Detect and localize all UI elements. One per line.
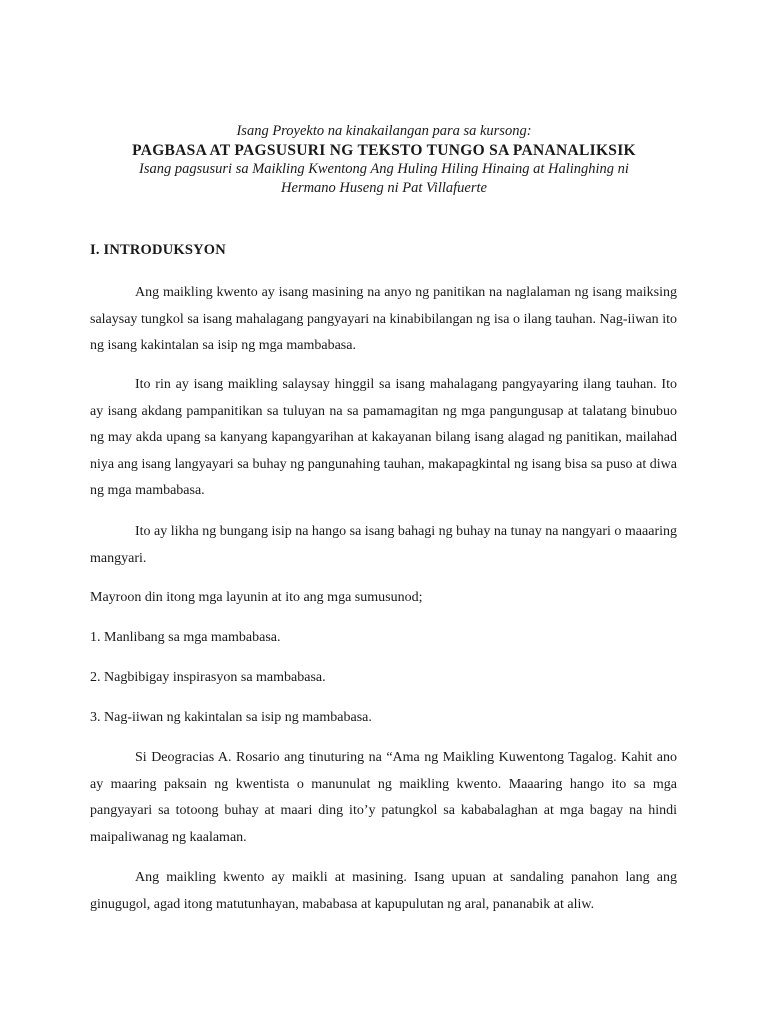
document-subtitle-line2: Hermano Huseng ni Pat Villafuerte <box>281 180 487 196</box>
document-header <box>0 122 768 198</box>
paragraph-1: Ang maikling kwento ay isang masining na anyo ng panitikan na naglalaman ng isang maiksing salaysay tungkol sa isang mahalagang pangyayari na kinabibilangan ng isa o ilang tauhan. Nag-iiwan ito ng isang kakintalan sa isip ng mga mambabasa. <box>90 285 677 353</box>
paragraph-3: Ito ay likha ng bungang isip na hango sa isang bahagi ng buhay na tunay na nangyari o maaaring mangyari. <box>90 524 677 566</box>
paragraph-6: Ang maikling kwento ay maikli at masining. Isang upuan at sandaling panahon lang ang ginugugol, agad itong matutunhayan, mababasa at kapupulutan ng aral, pananabik at aliw. <box>90 870 677 912</box>
paragraph-2: Ito rin ay isang maikling salaysay hinggil sa isang mahalagang pangyayaring ilang tauhan. Ito ay isang akdang pampanitikan sa tuluyan na sa pamamagitan ng mga pangungusap at talatang binubuo ng may akda upang sa kanyang kapangyarihan at kakayanan bilang isang alagad ng panitikan, mailahad niya ang isang langyayari sa buhay ng pangunahing tauhan, makapagkintal ng isang bisa sa puso at diwa ng mga mambabasa. <box>90 377 677 498</box>
list-item-1: 1. Manlibang sa mga mambabasa. <box>90 630 281 645</box>
list-item-2: 2. Nagbibigay inspirasyon sa mambabasa. <box>90 670 326 685</box>
paragraph-4: Mayroon din itong mga layunin at ito ang mga sumusunod; <box>90 590 423 605</box>
section-heading: I. INTRODUKSYON <box>90 242 226 258</box>
document-subtitle-line1: Isang pagsusuri sa Maikling Kwentong Ang Huling Hiling Hinaing at Halinghing ni <box>139 161 629 177</box>
header-intro: Isang Proyekto na kinakailangan para sa kursong: <box>236 123 532 139</box>
list-item-3: 3. Nag-iiwan ng kakintalan sa isip ng mambabasa. <box>90 710 372 725</box>
document-title: PAGBASA AT PAGSUSURI NG TEKSTO TUNGO SA PANANALIKSIK <box>132 142 636 159</box>
paragraph-5: Si Deogracias A. Rosario ang tinuturing na “Ama ng Maikling Kuwentong Tagalog. Kahit ano ay maaring paksain ng kwentista o manunulat ng maikling kwento. Maaaring hango ito sa mga pangyayari sa totoong buhay at maari ding ito’y patungkol sa kababalaghan at mga bagay na hindi maipaliwanag ng kaalaman. <box>90 750 677 845</box>
